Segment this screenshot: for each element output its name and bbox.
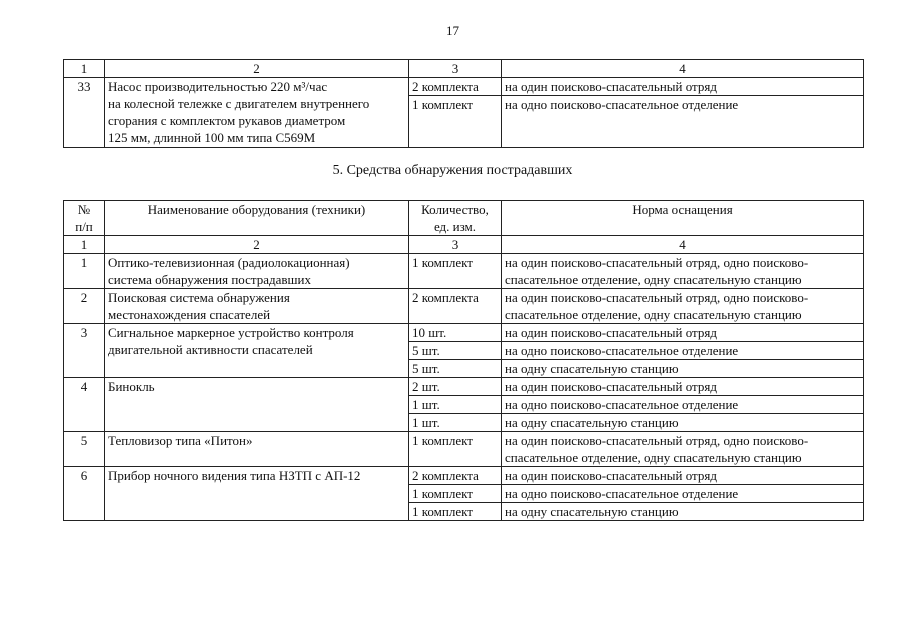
norm-cell: на один поисково-спасательный отряд [502,78,864,96]
row-number: 3 [64,324,105,378]
norm-line: на одну спасательную станцию [505,415,679,430]
equipment-name [105,432,409,467]
name-line: система обнаружения пострадавших [108,272,311,287]
table-row [64,324,864,342]
column-index: 4 [502,236,864,254]
table-row [64,78,864,96]
name-line: Тепловизор типа «Питон» [108,433,253,448]
table-row [64,254,864,289]
column-index: 1 [64,60,105,78]
table-row [64,289,864,324]
row-number: 4 [64,378,105,432]
norm-cell [502,289,864,324]
equipment-name [105,254,409,289]
norm-cell [502,342,864,360]
norm-line: на одно поисково-спасательное отделение [505,343,739,358]
quantity-cell: 1 комплект [409,96,502,148]
norm-line: на один поисково-спасательный отряд [505,325,717,340]
header-line: Количество, [421,202,489,217]
column-index: 3 [409,236,502,254]
row-number: 6 [64,467,105,521]
equipment-name [105,289,409,324]
column-index: 4 [502,60,864,78]
row-number: 5 [64,432,105,467]
row-number: 33 [64,78,105,148]
table-row [64,467,864,485]
column-index: 3 [409,60,502,78]
quantity-cell: 2 комплекта [409,289,502,324]
name-line: Насос производительностью 220 м³/час [108,79,328,94]
table-row [64,378,864,396]
norm-line: на одно поисково-спасательное отделение [505,397,739,412]
section-title: 5. Средства обнаружения пострадавших [332,163,573,178]
norm-line: спасательное отделение, одну спасательную станцию [505,272,802,287]
name-line: двигательной активности спасателей [108,342,313,357]
norm-cell [502,503,864,521]
norm-cell [502,432,864,467]
norm-cell [502,485,864,503]
detection-equipment-table [63,200,864,521]
column-index-row [64,236,864,254]
quantity-cell: 1 шт. [409,414,502,432]
norm-cell [502,324,864,342]
name-line: Оптико-телевизионная (радиолокационная) [108,255,350,270]
quantity-cell: 10 шт. [409,324,502,342]
column-index-row [64,60,864,78]
equipment-name [105,78,409,148]
norm-line: на один поисково-спасательный отряд [505,379,717,394]
header-line: № [77,202,91,217]
column-index: 1 [64,236,105,254]
name-line: Сигнальное маркерное устройство контроля [108,325,354,340]
header-line: ед. изм. [433,219,477,234]
equipment-name [105,324,409,378]
norm-line: на один поисково-спасательный отряд, одно поисково- [505,290,809,305]
quantity-cell: 1 шт. [409,396,502,414]
quantity-cell: 2 комплекта [409,467,502,485]
norm-cell [502,414,864,432]
row-number: 1 [64,254,105,289]
norm-line: на один поисково-спасательный отряд, одно поисково- [505,433,809,448]
continued-equipment-table [63,59,864,148]
quantity-cell: 5 шт. [409,342,502,360]
header-line: п/п [75,219,93,234]
norm-line: на один поисково-спасательный отряд [505,468,717,483]
quantity-cell: 1 комплект [409,503,502,521]
norm-line: на одну спасательную станцию [505,361,679,376]
norm-cell [502,360,864,378]
name-line: сгорания с комплектом рукавов диаметром [108,113,346,128]
norm-line: на один поисково-спасательный отряд, одно поисково- [505,255,809,270]
norm-cell [502,254,864,289]
header-number [64,201,105,236]
quantity-cell: 1 комплект [409,254,502,289]
equipment-name [105,378,409,432]
quantity-cell: 1 комплект [409,432,502,467]
quantity-cell: 2 шт. [409,378,502,396]
header-name: Наименование оборудования (техники) [105,201,409,236]
norm-line: на одно поисково-спасательное отделение [505,486,739,501]
name-line: 125 мм, длинной 100 мм типа С569М [108,130,316,145]
quantity-cell: 2 комплекта [409,78,502,96]
header-norm: Норма оснащения [502,201,864,236]
norm-cell [502,378,864,396]
table-row [64,432,864,467]
name-line: Прибор ночного видения типа НЗТП с АП-12 [108,468,361,483]
row-number: 2 [64,289,105,324]
norm-cell: на одно поисково-спасательное отделение [502,96,864,148]
equipment-name [105,467,409,521]
quantity-cell: 1 комплект [409,485,502,503]
norm-cell [502,396,864,414]
header-row [64,201,864,236]
norm-line: спасательное отделение, одну спасательную станцию [505,450,802,465]
name-line: местонахождения спасателей [108,307,271,322]
quantity-cell: 5 шт. [409,360,502,378]
name-line: Бинокль [108,379,155,394]
norm-line: на одну спасательную станцию [505,504,679,519]
name-line: на колесной тележке с двигателем внутреннего [108,96,370,111]
column-index: 2 [105,236,409,254]
norm-line: спасательное отделение, одну спасательную станцию [505,307,802,322]
page-number: 17 [446,23,459,38]
header-quantity [409,201,502,236]
column-index: 2 [105,60,409,78]
norm-cell [502,467,864,485]
name-line: Поисковая система обнаружения [108,290,290,305]
